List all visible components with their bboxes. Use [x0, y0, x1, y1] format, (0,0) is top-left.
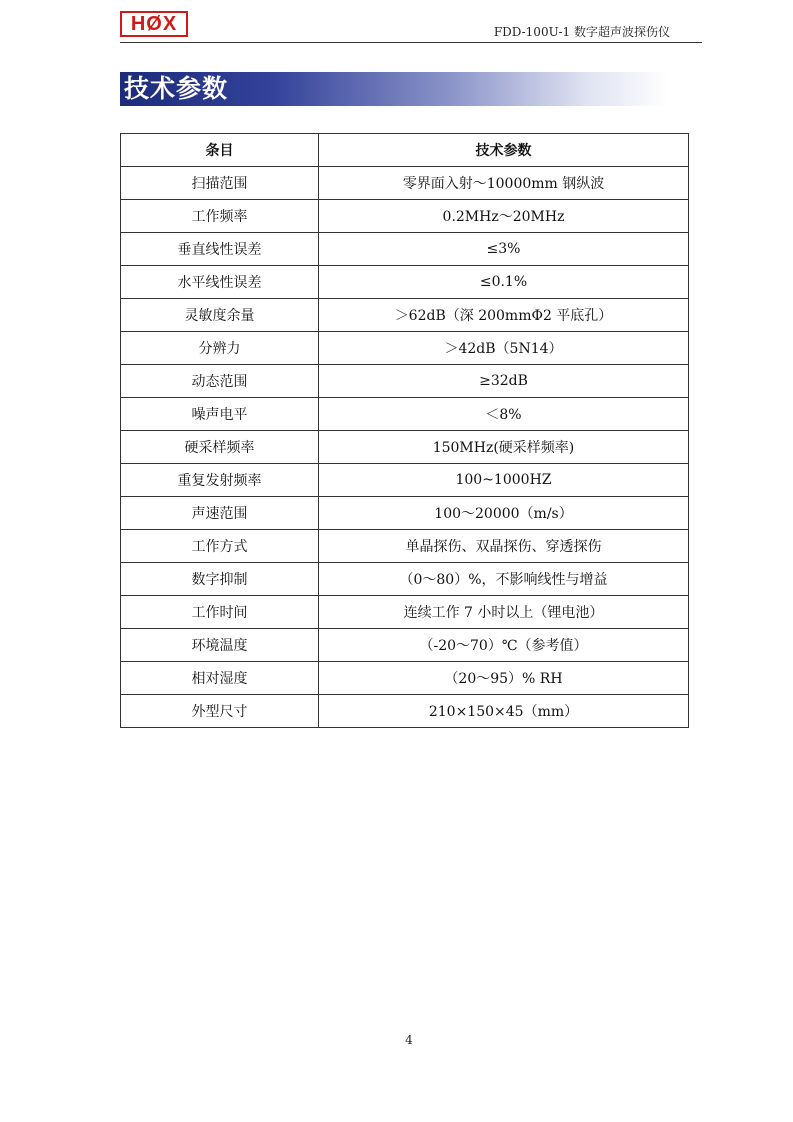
spec-value-cell: （0～80）%，不影响线性与增益 — [319, 563, 689, 596]
spec-item-cell: 水平线性误差 — [121, 266, 319, 299]
table-row — [121, 266, 689, 299]
spec-item-cell: 垂直线性误差 — [121, 233, 319, 266]
spec-value-cell: 连续工作 7 小时以上（锂电池） — [319, 596, 689, 629]
spec-value-cell: ＜8% — [319, 398, 689, 431]
spec-value-cell: 0.2MHz～20MHz — [319, 200, 689, 233]
spec-item-cell: 重复发射频率 — [121, 464, 319, 497]
spec-item-cell: 相对湿度 — [121, 662, 319, 695]
spec-value-cell: （20～95）% RH — [319, 662, 689, 695]
spec-value-cell: 100～20000（m/s） — [319, 497, 689, 530]
table-row — [121, 398, 689, 431]
section-title: 技术参数 — [124, 74, 229, 103]
column-header-item: 条目 — [121, 134, 319, 167]
table-row — [121, 629, 689, 662]
spec-value-cell: ＞62dB（深 200mmΦ2 平底孔） — [319, 299, 689, 332]
spec-value-cell: ≤3% — [319, 233, 689, 266]
table-row — [121, 299, 689, 332]
table-row — [121, 365, 689, 398]
table-row — [121, 233, 689, 266]
spec-value-cell: 150MHz(硬采样频率) — [319, 431, 689, 464]
spec-item-cell: 外型尺寸 — [121, 695, 319, 728]
table-row — [121, 167, 689, 200]
table-header-row — [121, 134, 689, 167]
spec-value-cell: 100~1000HZ — [319, 464, 689, 497]
document-header-title: FDD-100U-1 数字超声波探伤仪 — [493, 25, 670, 39]
spec-item-cell: 扫描范围 — [121, 167, 319, 200]
spec-value-cell: 210×150×45（mm） — [319, 695, 689, 728]
column-header-spec: 技术参数 — [319, 134, 689, 167]
spec-table — [120, 133, 689, 728]
table-row — [121, 497, 689, 530]
spec-item-cell: 声速范围 — [121, 497, 319, 530]
table-row — [121, 662, 689, 695]
spec-item-cell: 数字抑制 — [121, 563, 319, 596]
table-row — [121, 596, 689, 629]
page-number: 4 — [405, 1033, 413, 1047]
spec-value-cell: 单晶探伤、双晶探伤、穿透探伤 — [319, 530, 689, 563]
spec-item-cell: 工作方式 — [121, 530, 319, 563]
table-row — [121, 464, 689, 497]
spec-table-body — [121, 167, 689, 728]
spec-item-cell: 工作时间 — [121, 596, 319, 629]
spec-value-cell: ＞42dB（5N14） — [319, 332, 689, 365]
spec-item-cell: 灵敏度余量 — [121, 299, 319, 332]
spec-item-cell: 动态范围 — [121, 365, 319, 398]
spec-item-cell: 硬采样频率 — [121, 431, 319, 464]
header-divider — [120, 42, 702, 43]
table-row — [121, 332, 689, 365]
table-row — [121, 695, 689, 728]
spec-value-cell: 零界面入射～10000mm 钢纵波 — [319, 167, 689, 200]
spec-value-cell: ≥32dB — [319, 365, 689, 398]
table-row — [121, 563, 689, 596]
table-row — [121, 530, 689, 563]
spec-item-cell: 环境温度 — [121, 629, 319, 662]
spec-item-cell: 噪声电平 — [121, 398, 319, 431]
table-row — [121, 200, 689, 233]
spec-value-cell: ≤0.1% — [319, 266, 689, 299]
spec-item-cell: 分辨力 — [121, 332, 319, 365]
spec-value-cell: （-20～70）℃（参考值） — [319, 629, 689, 662]
spec-item-cell: 工作频率 — [121, 200, 319, 233]
table-row — [121, 431, 689, 464]
brand-logo: HØX — [120, 11, 188, 37]
